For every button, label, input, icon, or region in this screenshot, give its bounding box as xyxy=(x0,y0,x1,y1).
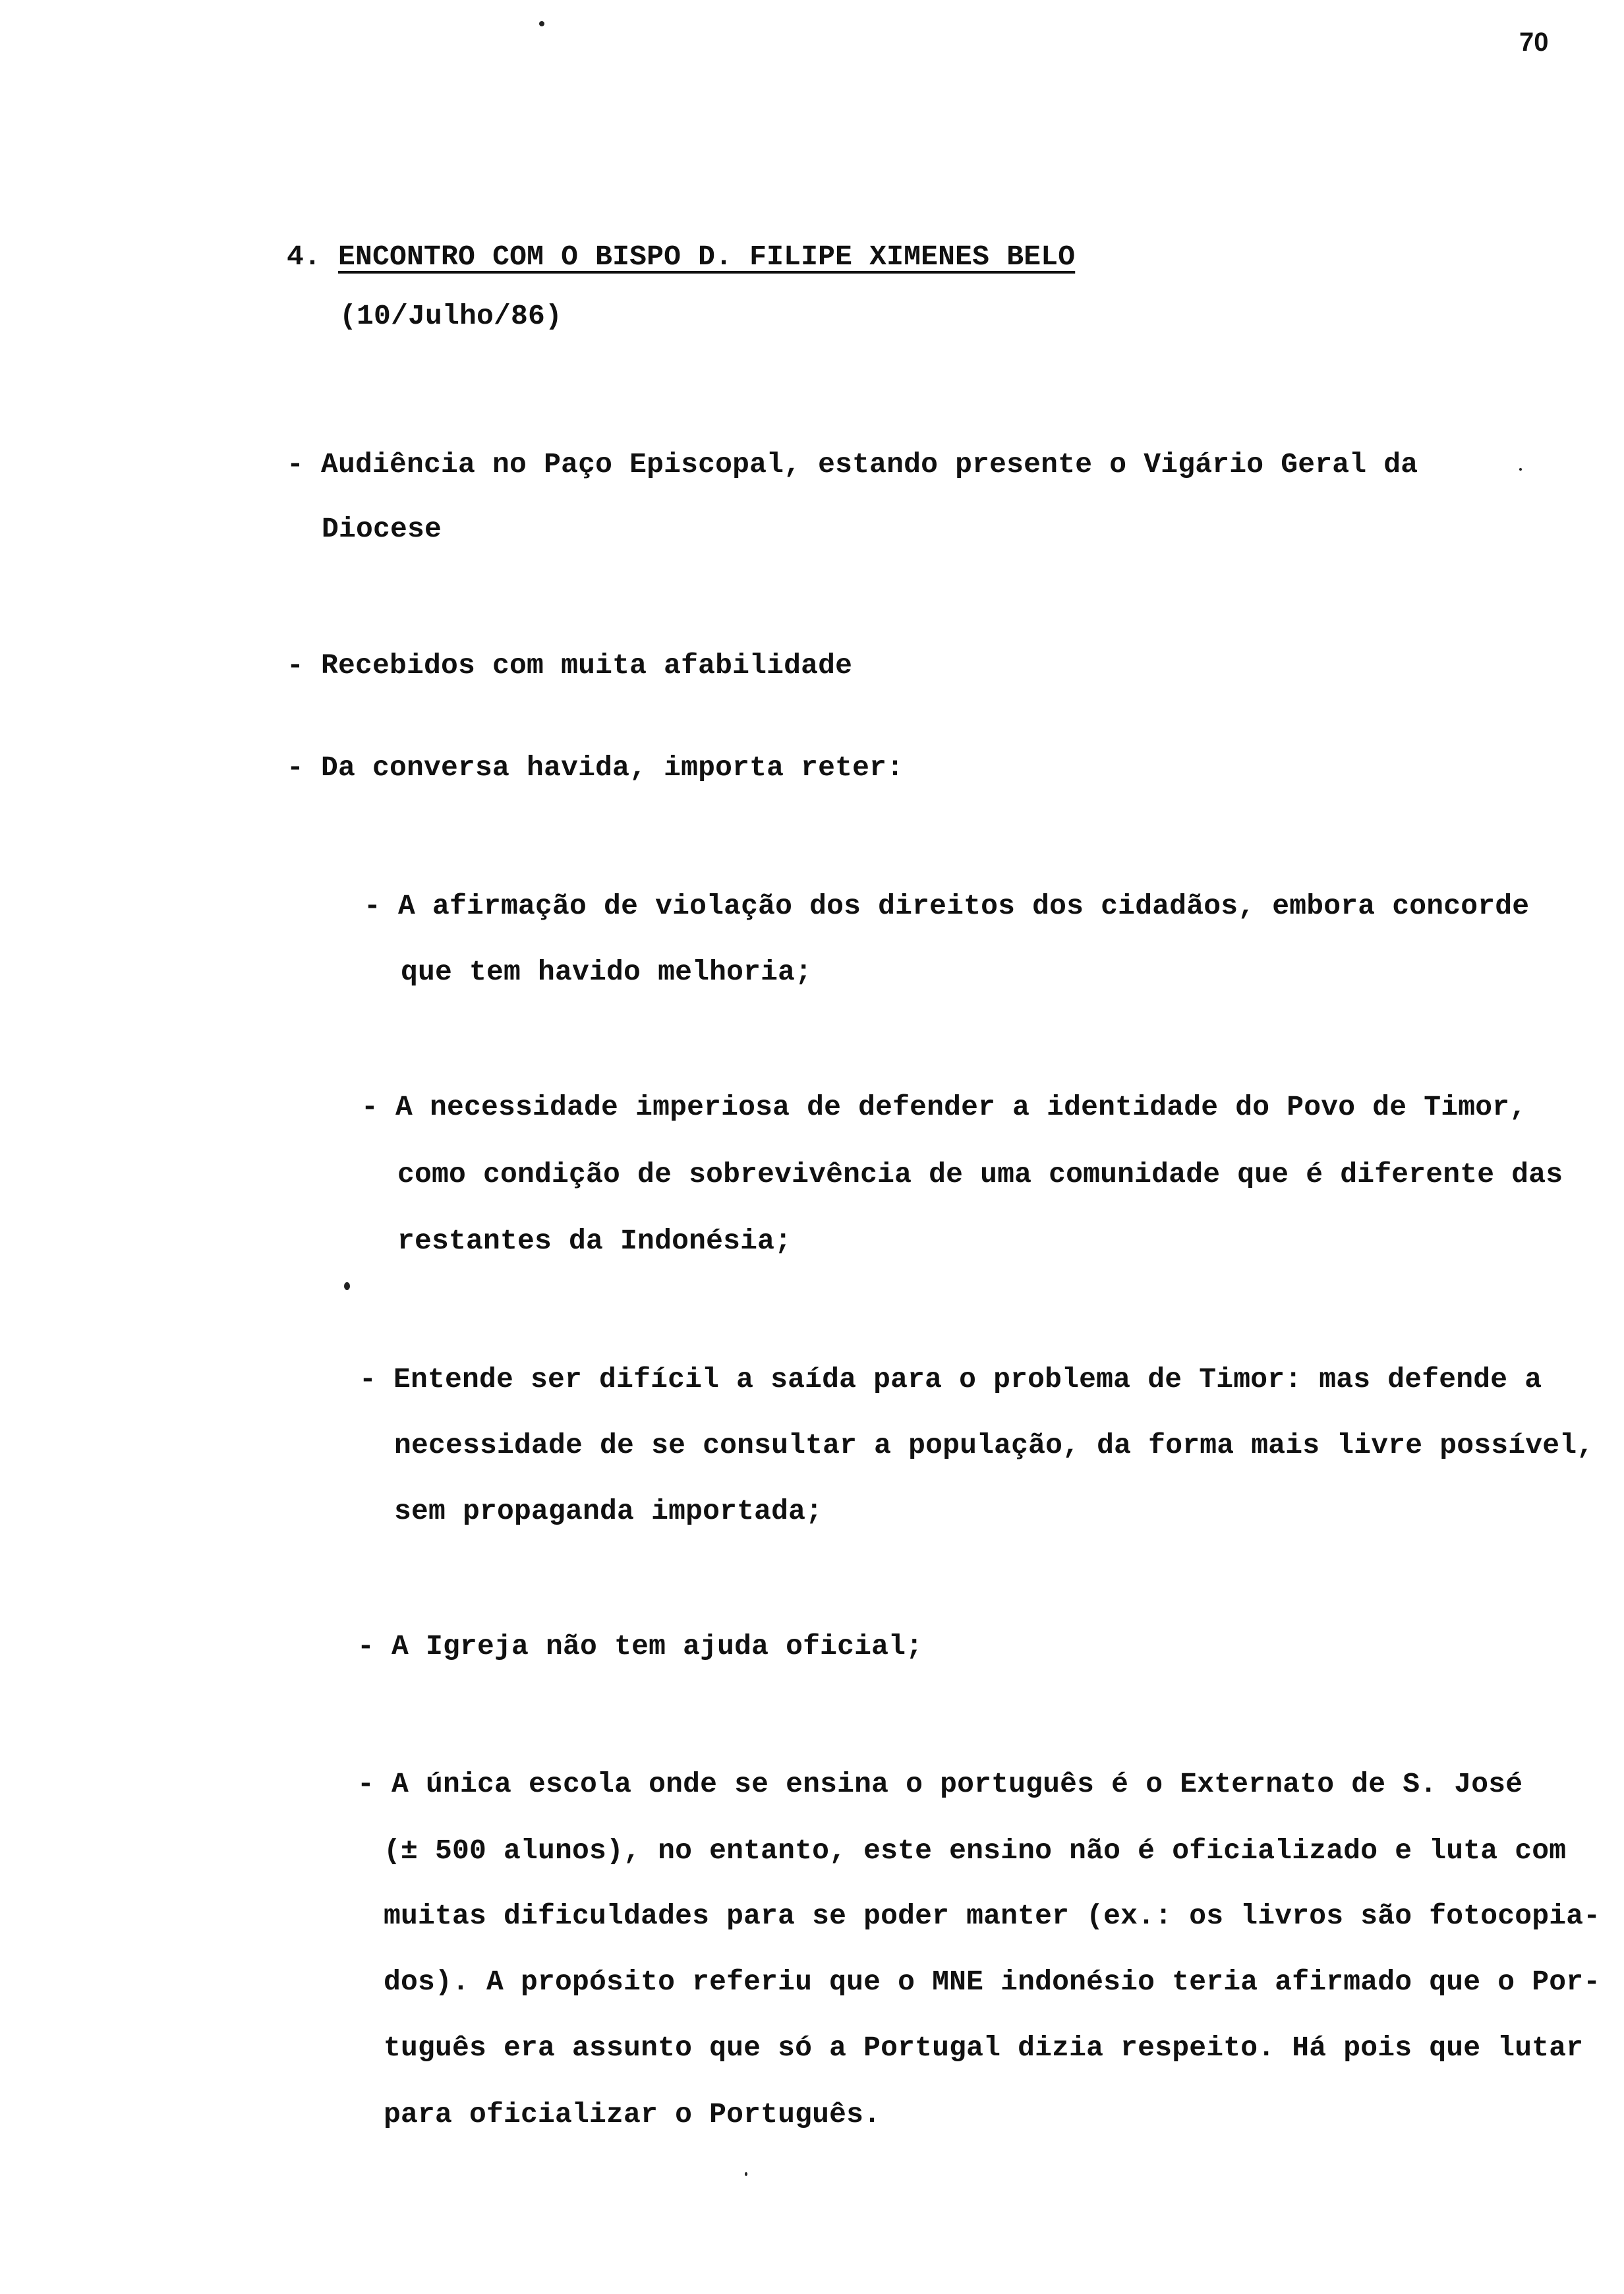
sub-bullet-identidade-line-2: como condição de sobrevivência de uma comunidade que é diferente das xyxy=(397,1158,1563,1191)
sub-bullet-escola-line-6: para oficializar o Português. xyxy=(384,2098,881,2131)
scan-speck xyxy=(1519,468,1522,471)
sub-bullet-escola-line-1: - A única escola onde se ensina o português é o Externato de S. José xyxy=(357,1768,1523,1800)
sub-bullet-igreja: - A Igreja não tem ajuda oficial; xyxy=(357,1630,923,1662)
sub-bullet-violacao-line-2: que tem havido melhoria; xyxy=(401,956,813,988)
sub-bullet-escola-line-2: (± 500 alunos), no entanto, este ensino não é oficializado e luta com xyxy=(384,1835,1567,1867)
scan-speck xyxy=(745,2172,747,2176)
scan-speck xyxy=(344,1282,350,1290)
page-number: 70 xyxy=(1519,28,1549,57)
bullet-audiencia-line-1: - Audiência no Paço Episcopal, estando presente o Vigário Geral da xyxy=(287,448,1418,481)
section-title: ENCONTRO COM O BISPO D. FILIPE XIMENES BELO xyxy=(338,241,1076,273)
bullet-recebidos: - Recebidos com muita afabilidade xyxy=(287,649,853,682)
sub-bullet-escola-line-4: dos). A propósito referiu que o MNE indonésio teria afirmado que o Por- xyxy=(384,1966,1601,1998)
sub-bullet-escola-line-5: tuguês era assunto que só a Portugal dizia respeito. Há pois que lutar xyxy=(384,2032,1584,2064)
section-heading xyxy=(287,241,1075,274)
sub-bullet-saida-line-2: necessidade de se consultar a população, da forma mais livre possível, xyxy=(394,1429,1594,1461)
bullet-conversa: - Da conversa havida, importa reter: xyxy=(287,751,904,784)
scan-speck xyxy=(539,21,544,26)
section-date: (10/Julho/86) xyxy=(339,300,563,332)
sub-bullet-violacao-line-1: - A afirmação de violação dos direitos dos cidadãos, embora concorde xyxy=(364,890,1530,922)
sub-bullet-escola-line-3: muitas dificuldades para se poder manter (ex.: os livros são fotocopia- xyxy=(384,1900,1601,1932)
sub-bullet-saida-line-3: sem propaganda importada; xyxy=(394,1495,823,1527)
sub-bullet-identidade-line-3: restantes da Indonésia; xyxy=(397,1225,792,1257)
sub-bullet-saida-line-1: - Entende ser difícil a saída para o problema de Timor: mas defende a xyxy=(359,1363,1542,1396)
bullet-audiencia-line-2: Diocese xyxy=(322,513,442,545)
sub-bullet-identidade-line-1: - A necessidade imperiosa de defender a identidade do Povo de Timor, xyxy=(361,1091,1527,1123)
section-number: 4. xyxy=(287,241,322,273)
